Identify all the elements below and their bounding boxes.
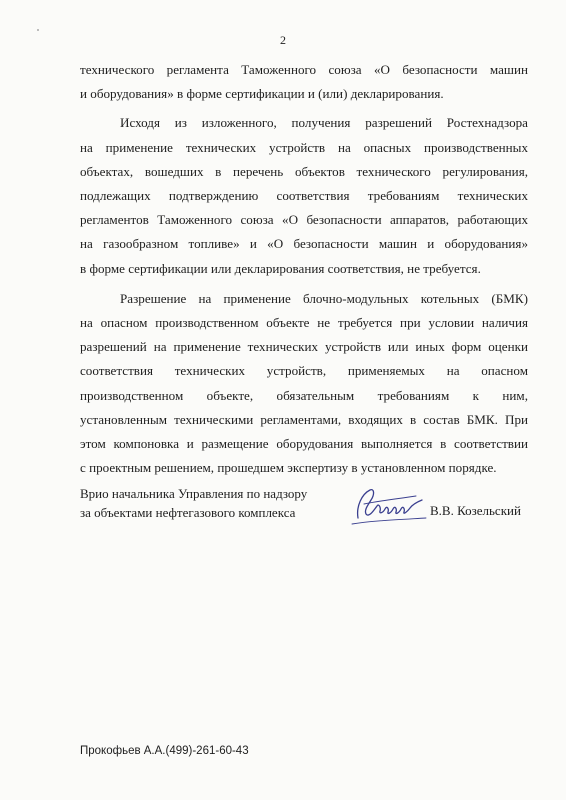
paragraph-line: производственном объекте, обязательным требованиям к ним,: [80, 387, 528, 403]
signer-title-line: Врио начальника Управления по надзору: [80, 486, 308, 501]
paragraph-line: разрешений на применение технических устройств или иных форм оценки: [80, 339, 528, 355]
paragraph-line: объектах, вошедших в перечень объектов технического регулирования,: [80, 163, 528, 179]
paragraph-line: на газообразном топливе» и «О безопасности машин и оборудования»: [80, 236, 528, 252]
paragraph-line: соответствия технических устройств, применяемых на опасном: [80, 363, 528, 379]
paragraph-line: в форме сертификации или декларирования соответствия, не требуется.: [80, 260, 481, 276]
signer-name: В.В. Козельский: [430, 503, 521, 518]
paragraph-line: и оборудования» в форме сертификации и (или) декларирования.: [80, 86, 444, 102]
scan-speck: [37, 29, 39, 31]
paragraph-line: подлежащих подтверждению соответствия требованиям технических: [80, 188, 528, 204]
paragraph-line: с проектным решением, прошедшем экспертизу в установленном порядке.: [80, 460, 497, 476]
signer-title-line: за объектами нефтегазового комплекса: [80, 505, 296, 520]
paragraph-line: регламентов Таможенного союза «О безопасности аппаратов, работающих: [80, 212, 528, 228]
paragraph-line: технического регламента Таможенного союза «О безопасности машин: [80, 62, 528, 77]
letter-body: [80, 58, 528, 480]
handwritten-signature: [344, 480, 434, 530]
page-number: 2: [280, 33, 286, 47]
paragraph-line: Разрешение на применение блочно-модульных котельных (БМК): [120, 290, 528, 306]
paragraph-line: этом компоновка и размещение оборудования выполняется в соответствии: [80, 436, 528, 452]
executor-contact: Прокофьев А.А.(499)-261-60-43: [80, 745, 249, 757]
signature-block: [80, 484, 530, 544]
signer-title: [80, 484, 340, 522]
paragraph-line: установленным техническими регламентами, входящих в состав БМК. При: [80, 411, 528, 427]
paragraph-line: на применение технических устройств на опасных производственных: [80, 139, 528, 155]
paragraph-line: Исходя из изложенного, получения разрешений Ростехнадзора: [120, 115, 528, 131]
paragraph-line: на опасном производственном объекте не требуется при условии наличия: [80, 315, 528, 331]
